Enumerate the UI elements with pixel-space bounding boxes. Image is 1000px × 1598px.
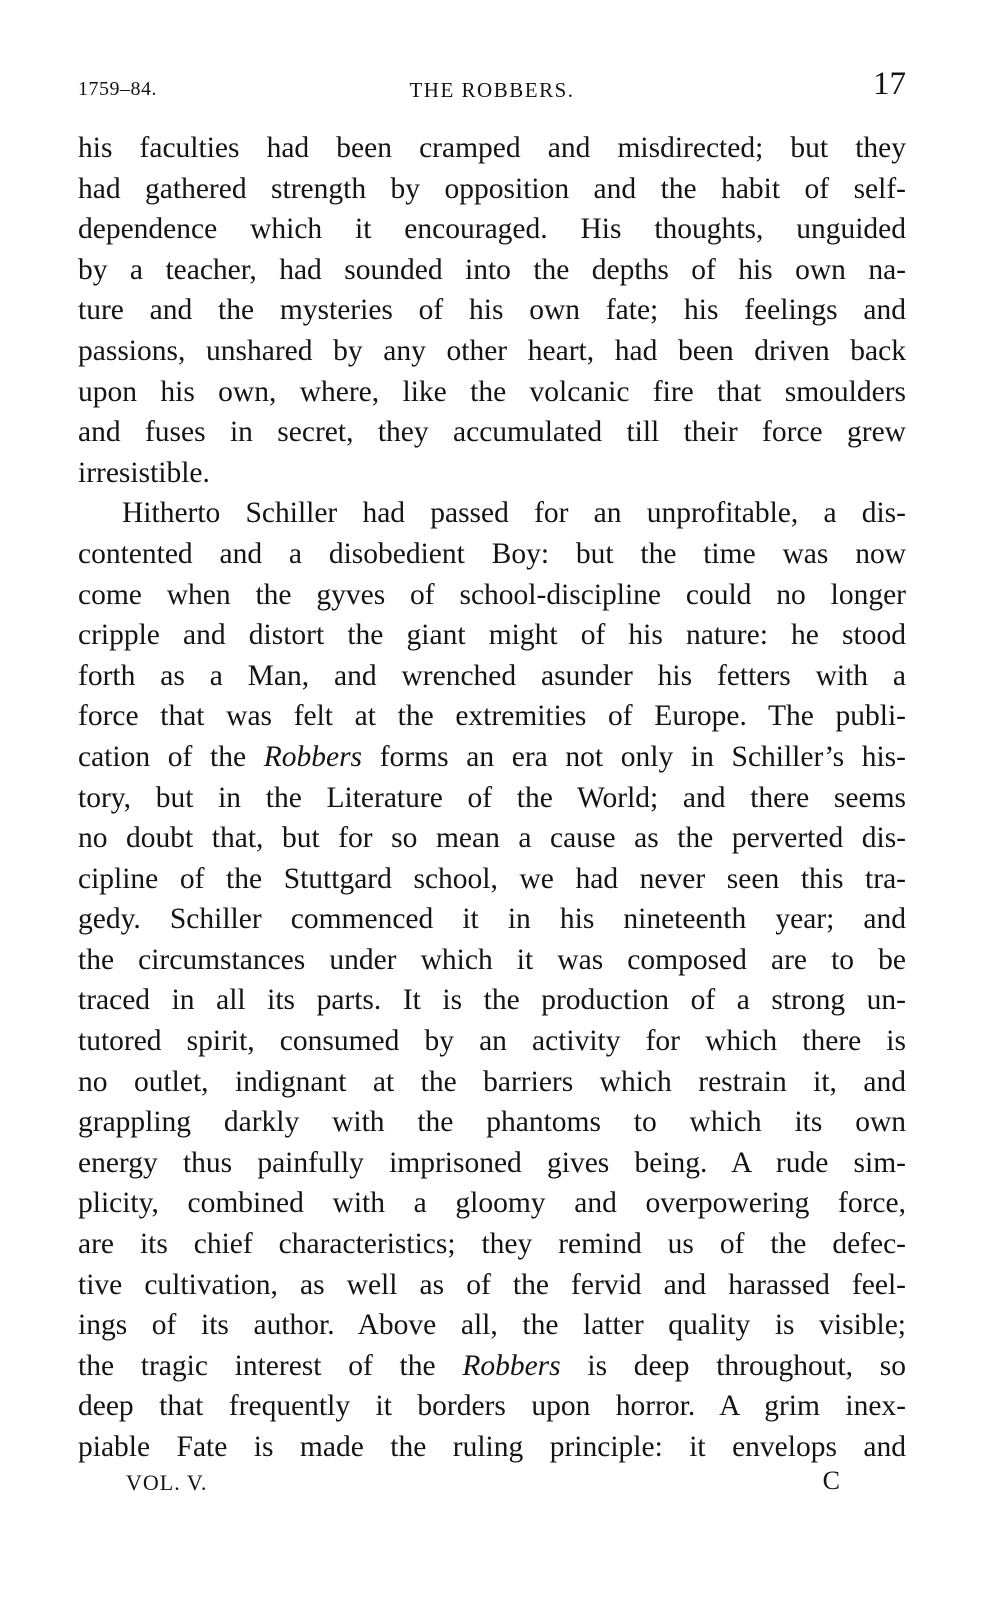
text-line: ture and the mysteries of his own fate; his feelings and [78,294,906,327]
text-line: tory, but in the Literature of the World; and there seems [78,781,906,814]
text-line: cipline of the Stuttgard school, we had never seen this tra- [78,862,906,895]
text-line: cripple and distort the giant might of his nature: he stood [78,619,906,652]
text-line: grappling darkly with the phantoms to which its own [78,1106,906,1139]
text-line: had gathered strength by opposition and the habit of self- [78,172,906,205]
text-line: force that was felt at the extremities of Europe. The publi- [78,700,906,733]
volume-marker: VOL. V. [126,1470,208,1495]
text-line: deep that frequently it borders upon horror. A grim inex- [78,1390,906,1423]
text-line: are its chief characteristics; they remind us of the defec- [78,1228,906,1261]
text-line: passions, unshared by any other heart, had been driven back [78,334,906,367]
text-line: ings of its author. Above all, the latter quality is visible; [78,1309,906,1342]
body-text [78,128,906,1468]
text-line [78,737,906,778]
text-segment: the tragic interest of the [78,1349,463,1382]
italic-title: Robbers [263,740,363,773]
text-line [78,1346,906,1387]
text-segment: cation of the [78,740,264,773]
text-line: dependence which it encouraged. His thoughts, unguided [78,213,906,246]
text-line: his faculties had been cramped and misdirected; but they [78,132,906,164]
text-line: the circumstances under which it was composed are to be [78,943,906,976]
text-line: forth as a Man, and wrenched asunder his fetters with a [78,659,906,692]
text-line: irresistible. [78,456,210,489]
page-number: 17 [873,66,906,102]
text-line: no outlet, indignant at the barriers which restrain it, and [78,1065,906,1098]
text-line: gedy. Schiller commenced it in his nineteenth year; and [78,903,906,936]
text-line: energy thus painfully imprisoned gives being. A rude sim- [78,1146,906,1179]
text-line: by a teacher, had sounded into the depths of his own na- [78,253,906,286]
text-line: tive cultivation, as well as of the fervid and harassed feel- [78,1268,906,1301]
text-line: upon his own, where, like the volcanic fire that smoulders [78,375,906,408]
text-line: tutored spirit, consumed by an activity for which there is [78,1025,906,1058]
text-segment: forms an era not only in Schiller’s his- [362,740,906,773]
header-dates: 1759–84. [78,78,157,100]
text-line: plicity, combined with a gloomy and overpowering force, [78,1187,906,1220]
text-line: no doubt that, but for so mean a cause as the perverted dis- [78,822,906,855]
italic-title: Robbers [462,1349,561,1382]
text-line: contented and a disobedient Boy: but the time was now [78,537,906,570]
signature-mark: C [822,1466,840,1495]
header-running-title: THE ROBBERS. [409,78,575,102]
text-line: Hitherto Schiller had passed for an unprofitable, a dis- [122,497,906,530]
text-line: and fuses in secret, they accumulated till their force grew [78,416,906,449]
running-header [78,66,906,112]
text-segment: is deep throughout, so [560,1349,906,1382]
page-footer [126,1466,840,1510]
text-line: traced in all its parts. It is the production of a strong un- [78,984,906,1017]
text-line: come when the gyves of school-discipline could no longer [78,578,906,611]
text-line: piable Fate is made the ruling principle: it envelops and [78,1431,906,1463]
